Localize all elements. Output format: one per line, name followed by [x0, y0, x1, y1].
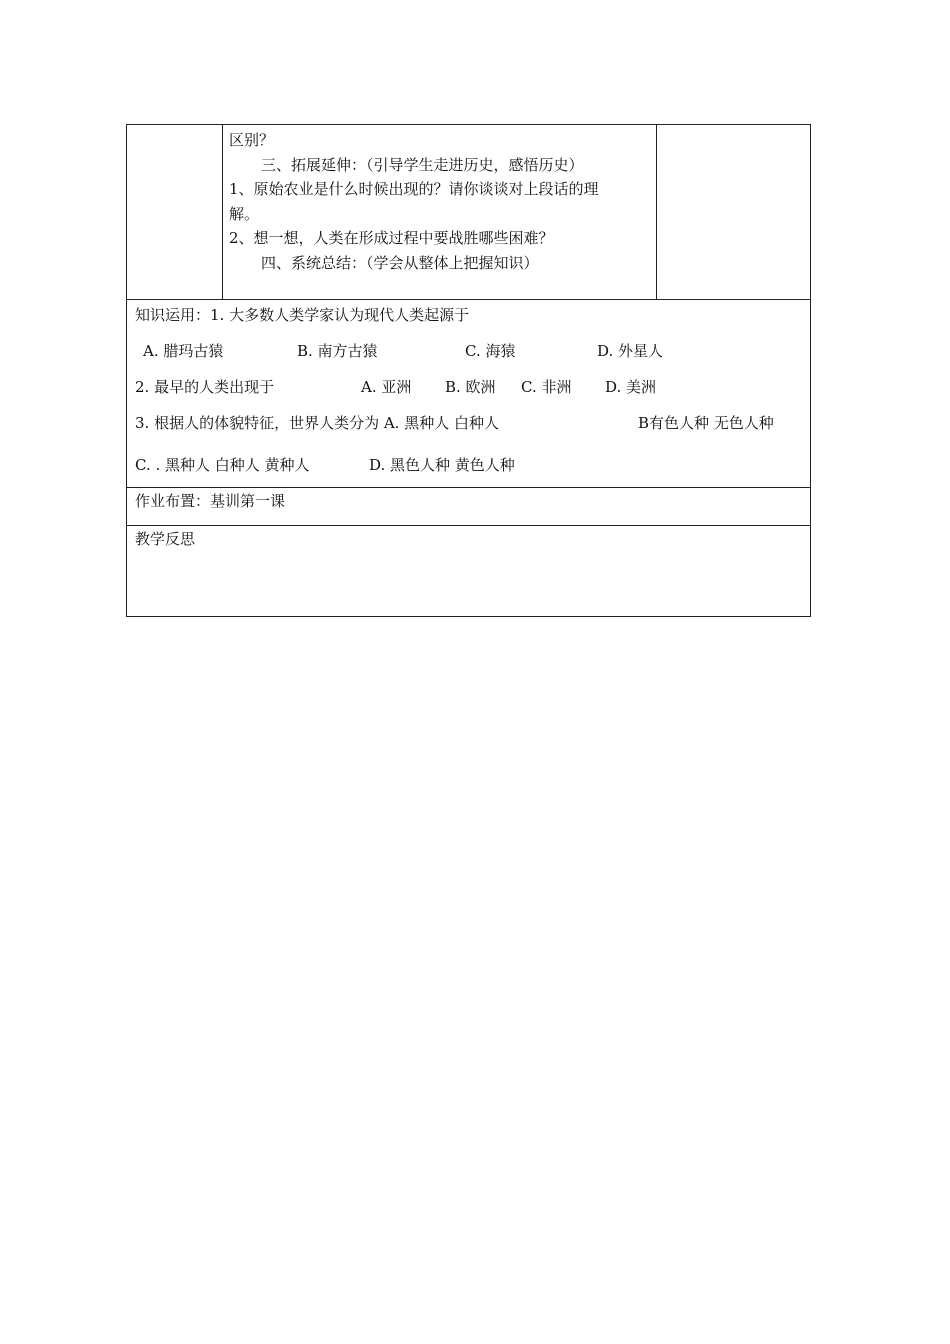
process-line: 2、想一想，人类在形成过程中要战胜哪些困难？ [229, 229, 554, 247]
process-row [127, 125, 810, 300]
process-line: 解。 [229, 204, 260, 223]
process-line: 1、原始农业是什么时候出现的？请你谈谈对上段话的理 [229, 180, 599, 198]
empty-left-cell [127, 125, 223, 299]
question-1-options: A. 腊玛古猿 B. 南方古猿 C. 海猿 D. 外星人 [143, 342, 664, 360]
reflection-label: 教学反思 [135, 530, 196, 548]
reflection-row [127, 526, 810, 616]
process-line: 四、系统总结：（学会从整体上把握知识） [261, 253, 539, 272]
process-line: 区别？ [229, 131, 275, 149]
question-3: 3. 根据人的体貌特征，世界人类分为 A. 黑种人 白种人 B有色人种 无色人种 [135, 414, 774, 432]
process-cell [223, 125, 657, 299]
empty-right-cell [657, 125, 810, 299]
homework-row [127, 488, 810, 526]
lesson-table [126, 124, 811, 617]
question-3-options: C. . 黑种人 白种人 黄种人 D. 黑色人种 黄色人种 [135, 456, 515, 474]
knowledge-row [127, 300, 810, 488]
homework-text: 作业布置：基训第一课 [135, 492, 286, 510]
question-1: 知识运用：1. 大多数人类学家认为现代人类起源于 [135, 306, 470, 324]
process-line: 三、拓展延伸：（引导学生走进历史，感悟历史） [261, 155, 584, 174]
question-2: 2. 最早的人类出现于 A. 亚洲 B. 欧洲 C. 非洲 D. 美洲 [135, 378, 657, 396]
